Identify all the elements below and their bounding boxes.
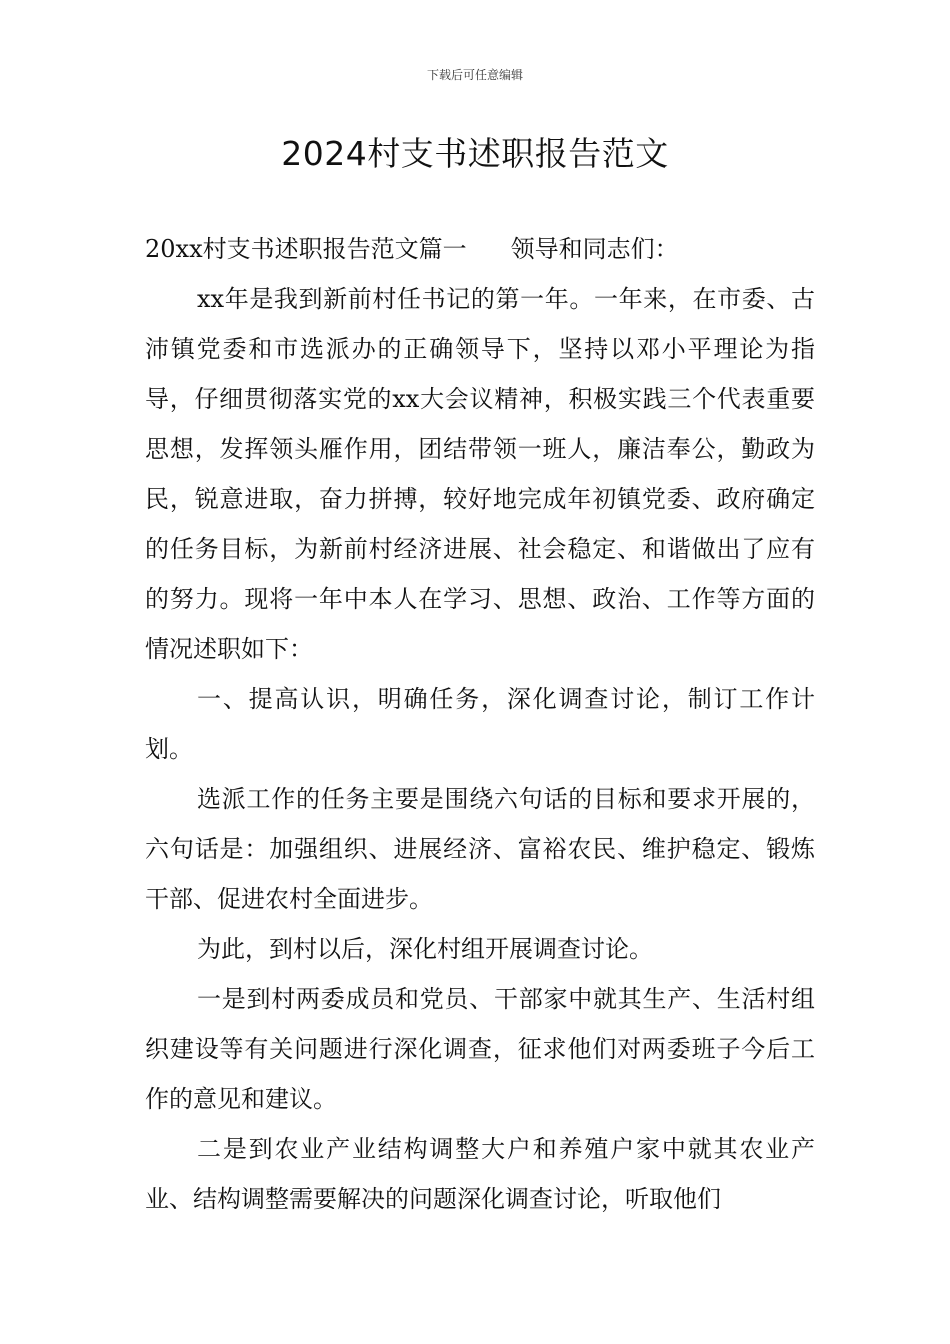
document-title: 2024村支书述职报告范文 [281,134,669,173]
header-note: 下载后可任意编辑 [426,68,523,82]
paragraph: xx年是我到新前村任书记的第一年。一年来，在市委、古沛镇党委和市选派办的正确领导下，坚持以邓小平理论为指导，仔细贯彻落实党的xx大会议精神，积极实践三个代表重要思想，发挥领头雁作用，团结带领一班人，廉洁奉公，勤政为民，锐意进取，奋力拼搏，较好地完成年初镇党委、政府确定的任务目标，为新前村经济进展、社会稳定、和谐做出了应有的努力。现将一年中本人在学习、思想、政治、工作等方面的情况述职如下： [145,285,815,663]
paragraph: 为此，到村以后，深化村组开展调查讨论。 [197,935,653,963]
paragraph: 一、提高认识，明确任务，深化调查讨论，制订工作计划。 [145,685,815,763]
paragraph: 一是到村两委成员和党员、干部家中就其生产、生活村组织建设等有关问题进行深化调查，征求他们对两委班子今后工作的意见和建议。 [145,985,815,1113]
salutation: 领导和同志们： [510,235,679,263]
document-body [145,224,815,1224]
first-line [145,224,815,274]
section-heading: 20xx村支书述职报告范文篇一 [145,235,467,263]
paragraph: 选派工作的任务主要是围绕六句话的目标和要求开展的，六句话是：加强组织、进展经济、富裕农民、维护稳定、锻炼干部、促进农村全面进步。 [145,785,815,913]
paragraph: 二是到农业产业结构调整大户和养殖户家中就其农业产业、结构调整需要解决的问题深化调查讨论，听取他们 [145,1135,815,1213]
